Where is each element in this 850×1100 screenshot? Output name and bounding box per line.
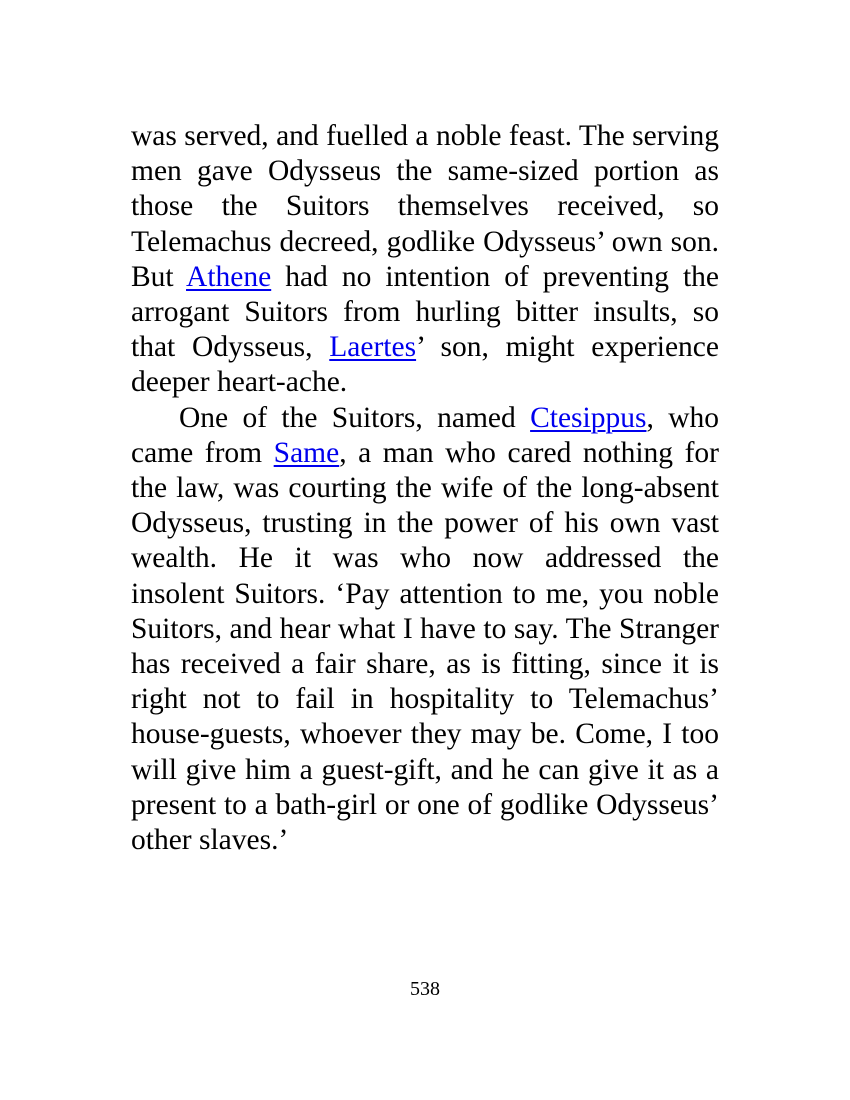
text-segment: ’ son, might experience deeper heart-ache. [131, 331, 719, 399]
paragraph-2 [131, 401, 719, 859]
text-segment: One of the Suitors, named [179, 401, 531, 434]
text-segment: , a man who cared nothing for the law, was courting the wife of the long-absent Odysseus, trusting in the power of his own vast wealth. He it was who now addressed the insolent Suitors. ‘Pay attention to me, you noble Suitors, and hear what I have to say. The Stranger has received a fair share, as is fitting, since it is right not to fail in hospitality to Telemachus’ house-guests, whoever they may be. Come, I too will give him a guest-gift, and he can give it as a present to a bath-girl or one of godlike Odysseus’ other slaves.’ [131, 436, 719, 857]
text-segment: , who came from [131, 401, 719, 469]
paragraph-1 [131, 119, 719, 401]
link-athene[interactable]: Athene [186, 260, 272, 293]
body-text [131, 119, 719, 858]
text-segment: was served, and fuelled a noble feast. The serving men gave Odysseus the same-sized portion as those the Suitors themselves received, so Telemachus decreed, godlike Odysseus’ own son. But [131, 120, 719, 293]
link-ctesippus[interactable]: Ctesippus [530, 401, 647, 434]
page-number: 538 [410, 978, 440, 1000]
text-segment: had no intention of preventing the arrogant Suitors from hurling bitter insults, so that Odysseus, [131, 260, 719, 364]
link-same[interactable]: Same [273, 436, 340, 469]
link-laertes[interactable]: Laertes [329, 331, 417, 364]
